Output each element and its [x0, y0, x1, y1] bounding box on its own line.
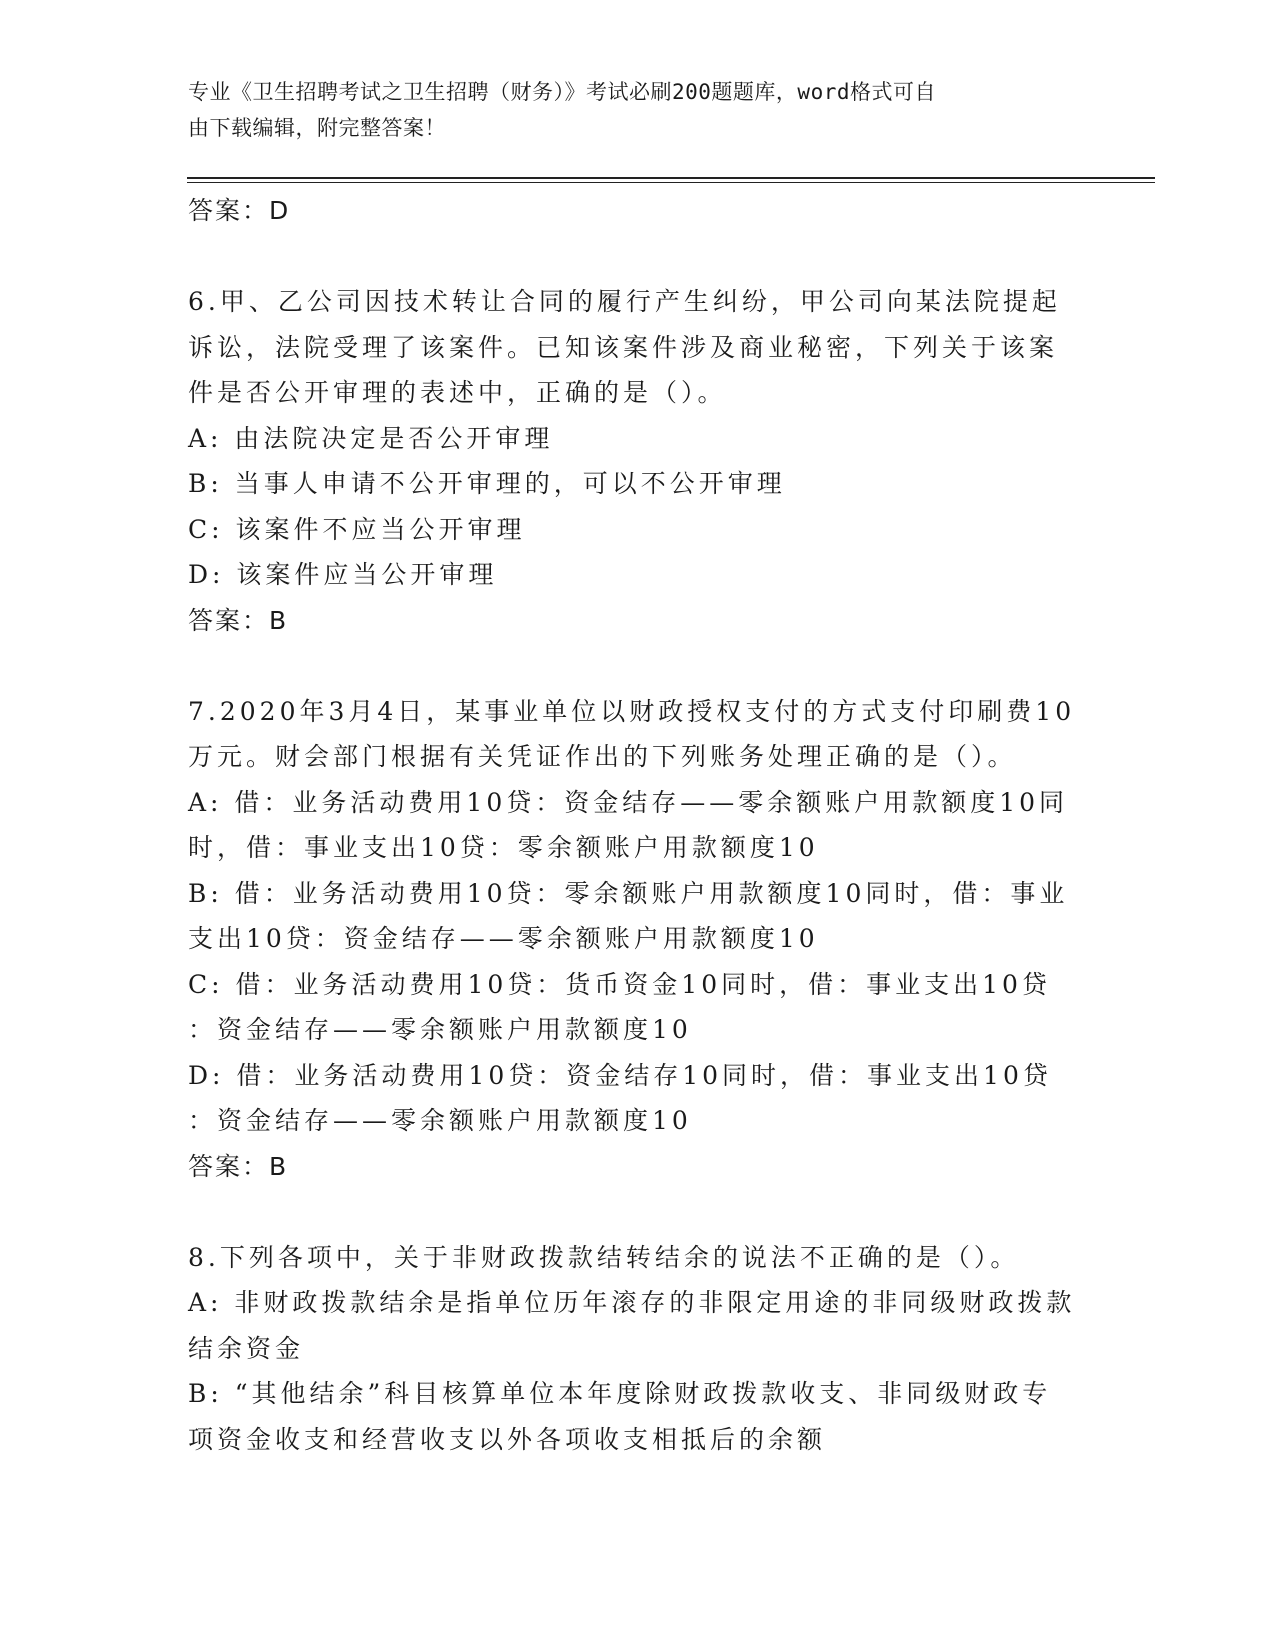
header-line-2: 由下载编辑，附完整答案！ — [188, 116, 446, 140]
question-stem-line: 6.甲、乙公司因技术转让合同的履行产生纠纷，甲公司向某法院提起 — [188, 287, 1061, 316]
option-b-line-2: 支出10贷：资金结存——零余额账户用款额度10 — [188, 924, 819, 953]
option-a-line-2: 时，借：事业支出10贷：零余额账户用款额度10 — [188, 833, 819, 862]
question-6 — [188, 279, 1088, 643]
option-b-line-2: 项资金收支和经营收支以外各项收支相抵后的余额 — [188, 1424, 827, 1454]
option-c-line-2: ：资金结存——零余额账户用款额度10 — [188, 1015, 692, 1044]
option-d-line-2: ：资金结存——零余额账户用款额度10 — [188, 1106, 692, 1135]
option-b: B: 当事人申请不公开审理的，可以不公开审理 — [188, 469, 786, 498]
option-b-line-1: B: “其他结余”科目核算单位本年度除财政拨款收支、非同级财政专 — [188, 1379, 1052, 1408]
option-a-line-1: A: 非财政拨款结余是指单位历年滚存的非限定用途的非同级财政拨款 — [188, 1288, 1076, 1317]
question-stem-line: 件是否公开审理的表述中，正确的是（）。 — [188, 378, 727, 407]
answer-q6: 答案：B — [188, 605, 289, 635]
option-d: D: 该案件应当公开审理 — [188, 560, 498, 589]
spacer — [188, 643, 1088, 689]
question-stem-line: 万元。财会部门根据有关凭证作出的下列账务处理正确的是（）。 — [188, 742, 1017, 771]
option-a: A: 由法院决定是否公开审理 — [188, 423, 554, 453]
header-line-1: 专业《卫生招聘考试之卫生招聘（财务）》考试必刷200题题库，word格式可自 — [188, 80, 936, 104]
question-stem-line: 诉讼，法院受理了该案件。已知该案件涉及商业秘密，下列关于该案 — [188, 332, 1059, 362]
option-b-line-1: B: 借：业务活动费用10贷：零余额账户用款额度10同时，借：事业 — [188, 878, 1069, 908]
page-header — [188, 74, 1068, 146]
answer-q7: 答案：B — [188, 1151, 289, 1181]
answer-q5: 答案：D — [188, 196, 291, 225]
question-stem-line: 7.2020年3月4日，某事业单位以财政授权支付的方式支付印刷费10 — [188, 696, 1076, 726]
question-7 — [188, 689, 1088, 1190]
option-c: C: 该案件不应当公开审理 — [188, 514, 526, 544]
option-a-line-2: 结余资金 — [188, 1333, 305, 1363]
option-c-line-1: C: 借：业务活动费用10贷：货币资金10同时，借：事业支出10贷 — [188, 969, 1051, 999]
spacer — [188, 1189, 1088, 1235]
question-stem-line: 8.下列各项中，关于非财政拨款结转结余的说法不正确的是（）。 — [188, 1242, 1020, 1272]
document-body — [188, 188, 1088, 1462]
header-divider-thin — [187, 182, 1155, 183]
option-d-line-1: D: 借：业务活动费用10贷：资金结存10同时，借：事业支出10贷 — [188, 1060, 1052, 1090]
header-divider-thick — [187, 177, 1155, 179]
question-8 — [188, 1235, 1088, 1463]
option-a-line-1: A: 借：业务活动费用10贷：资金结存——零余额账户用款额度10同 — [188, 787, 1069, 817]
spacer — [188, 234, 1088, 280]
